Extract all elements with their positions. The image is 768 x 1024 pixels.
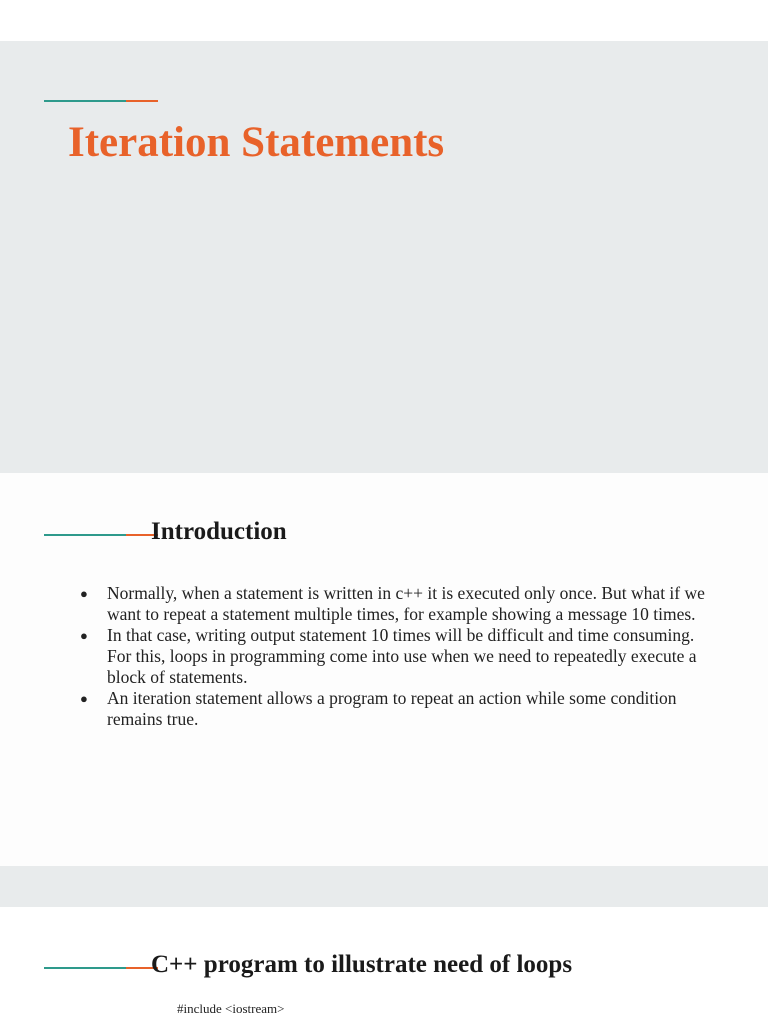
introduction-accent-line [44, 534, 158, 536]
bullet-text: Normally, when a statement is written in c++ it is executed only once. But what if we want to repeat a statement multiple times, for example showing a message 10 times. [107, 583, 705, 624]
bullet-text: In that case, writing output statement 10 times will be difficult and time consuming. For this, loops in programming come into use when we need to repeatedly execute a block of statements. [107, 625, 697, 687]
code-accent-line [44, 967, 158, 969]
title-slide [0, 41, 768, 473]
bullet-item [78, 688, 718, 730]
bullet-item [78, 583, 718, 625]
top-margin [0, 0, 768, 41]
code-line: #include <iostream> [177, 1001, 285, 1016]
bullet-text: An iteration statement allows a program to repeat an action while some condition remains true. [107, 688, 677, 729]
bullet-item [78, 625, 718, 688]
bullet-dot-icon: ● [80, 628, 88, 643]
title-accent-line [44, 100, 158, 102]
slide-divider [0, 866, 768, 907]
slide-title: Iteration Statements [68, 119, 445, 166]
introduction-bullet-list [78, 583, 718, 730]
bullet-dot-icon: ● [80, 691, 88, 706]
introduction-heading: Introduction [151, 518, 287, 545]
bullet-dot-icon: ● [80, 586, 88, 601]
code-heading: C++ program to illustrate need of loops [151, 951, 573, 978]
